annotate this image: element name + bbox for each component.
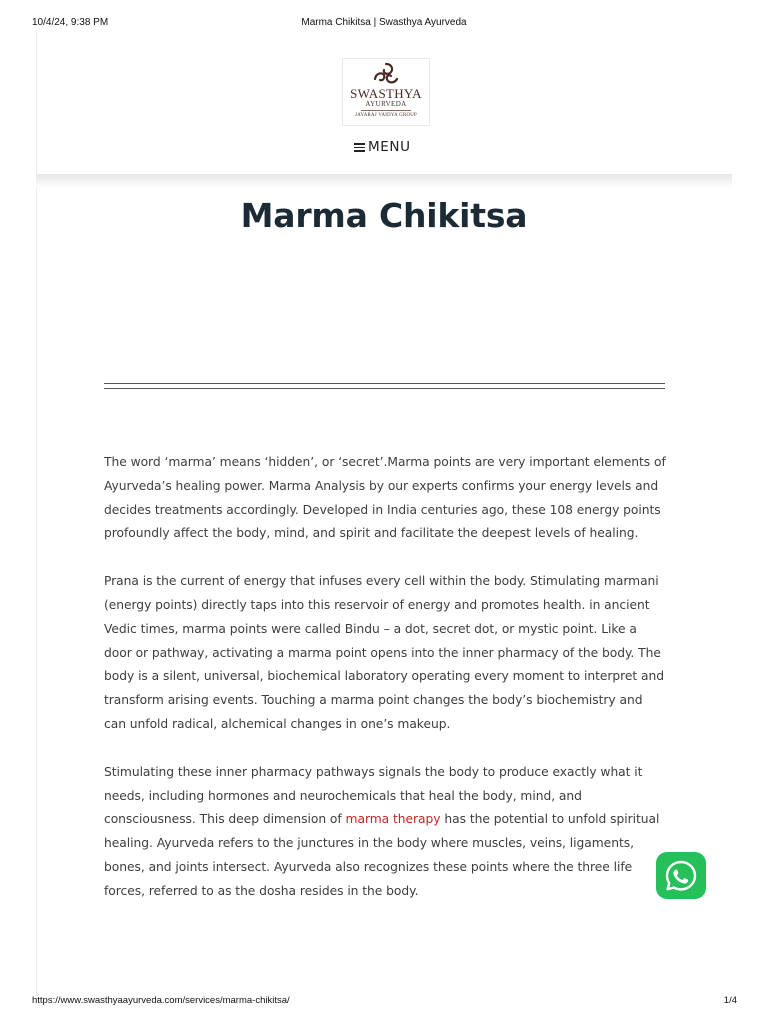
menu-label: MENU [368, 139, 411, 155]
marma-therapy-link[interactable]: marma therapy [345, 812, 441, 827]
print-url: https://www.swasthyaayurveda.com/services/marma-chikitsa/ [32, 995, 290, 1006]
paragraph-meaning: The word ‘marma’ means ‘hidden’, or ‘secret’.Marma points are very important elements of Ayurveda’s healing power. Marma Analysis by our experts confirms your energy levels and decides treatments accordingly. Developed in India centuries ago, these 108 energy points profoundly affect the body, mind, and spirit and facilitate the deepest levels of healing. [104, 455, 666, 541]
logo-subtitle: AYURVEDA [365, 100, 407, 108]
whatsapp-chat-button[interactable] [656, 852, 706, 899]
menu-button[interactable] [354, 138, 411, 156]
print-page-indicator: 1/4 [723, 995, 737, 1006]
print-datetime: 10/4/24, 9:38 PM [32, 17, 109, 28]
site-logo[interactable] [342, 58, 430, 126]
page-title: Marma Chikitsa [240, 196, 528, 235]
paragraph-text-before-link: Stimulating these inner pharmacy pathways signals the body to produce exactly what it needs, including hormones and neurochemicals that heal the body, mind, and consciousness. This deep dimension of [104, 764, 643, 827]
print-header [0, 17, 768, 31]
paragraph-stimulating [104, 761, 666, 904]
paragraph-prana: Prana is the current of energy that infuses every cell within the body. Stimulating marmani (energy points) directly taps into this reservoir of energy and promotes health. in ancient Vedic times, marma points were called Bindu – a dot, secret dot, or mystic point. Like a door or pathway, activating a marma point opens into the inner pharmacy of the body. The body is a silent, universal, biochemical laboratory operating every moment to interpret and transform arising events. Touching a marma point changes the body’s biochemistry and can unfold radical, alchemical changes in one’s makeup. [104, 574, 664, 731]
swasthya-logo-icon [370, 61, 402, 89]
logo-wordmark: SWASTHYA [350, 86, 422, 101]
print-footer [0, 995, 768, 1009]
whatsapp-icon [663, 858, 699, 894]
title-divider [104, 383, 665, 389]
hamburger-icon [354, 143, 365, 151]
header-shadow [36, 174, 732, 188]
logo-rule [361, 110, 411, 111]
logo-group-name: JAYARAJ VAIDYA GROUP [355, 113, 417, 118]
article-content [104, 451, 666, 928]
paragraph-text-after-link: has the potential to unfold spiritual healing. Ayurveda refers to the junctures in the body where muscles, veins, ligaments, bones, and joints intersect. Ayurveda also recognizes these points where the three life forces, referred to as the dosha resides in the body. [104, 812, 660, 898]
print-document-title: Marma Chikitsa | Swasthya Ayurveda [301, 17, 467, 28]
